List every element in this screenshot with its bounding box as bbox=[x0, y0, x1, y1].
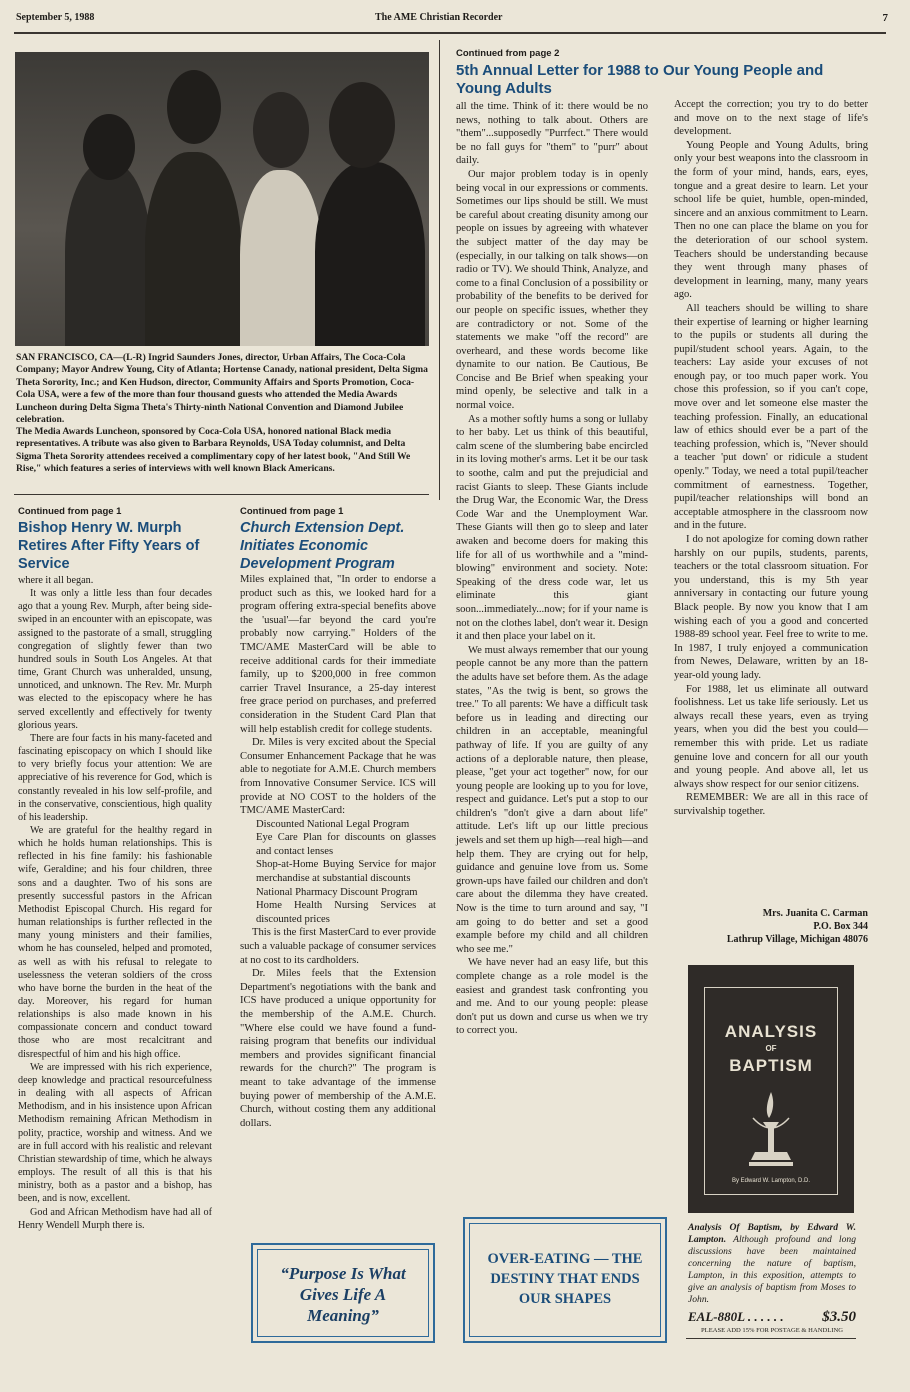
convention-photo bbox=[15, 52, 429, 346]
paragraph: We must always remember that our young people cannot be any more than the pattern the adults have set before them. As the adage states, "As the twig is bent, so grows the tree." To all parents: We have a difficult task before us in leading and directing our children in an acceptable, meaningful pathway of life. If you are guilty of any actions of a deplorable nature, then please, please, "get your act together" now, for our young people are looking up to you for love, respect and guidance. Let's put a stop to our children's "don't give a darn about life" attitude. Let's lift up our little precious jewels and set them up high—real high—and help them. They are crying out for help, guidance and genuine love from us. Some grown-ups have failed our children and don't care about the dilemma they have created. Now is the time to turn around and say, "I am going to do better and set a good example before my child and all children who see me." bbox=[456, 644, 648, 955]
paragraph: We are impressed with his rich experience, deep knowledge and practical resourcefulness in dealing with all aspects of African Methodism, and in his insistence upon African Methodism remaining African Methodism in polity, practice, worship and witness. And we are in full accord with his realistic and relevant Christian stewardship of time, which he always employs. The result of all this is that his ministry, both as a pastor and a bishop, has been, and is now, excellent. bbox=[18, 1061, 212, 1205]
book-desc-title: Analysis Of Baptism, by Edward W. Lampton. bbox=[688, 1222, 856, 1245]
paragraph: where it all began. bbox=[18, 575, 94, 586]
column-rule bbox=[439, 40, 440, 500]
issue-date: September 5, 1988 bbox=[16, 12, 95, 23]
letter-column-1 bbox=[456, 100, 648, 1038]
paragraph: Dr. Miles feels that the Extension Department's negotiations with the bank and ICS have produced a unique opportunity for the membership of the A.M.E. Church. "Where else could we have found a fund-raising program that benefits our individual members and provides significant financial rewards for the church?" The program is meant to take advantage of the immense buying power of membership of the A.M.E. Church, without costing them any additional dollars. bbox=[240, 968, 436, 1129]
murph-headline: Bishop Henry W. Murph Retires After Fifty Years of Service bbox=[18, 520, 200, 572]
figure-4 bbox=[315, 162, 425, 346]
publication-name: The AME Christian Recorder bbox=[375, 12, 503, 23]
shipping-note: PLEASE ADD 15% FOR POSTAGE & HANDLING bbox=[701, 1327, 843, 1334]
church-kicker: Continued from page 1 bbox=[240, 506, 344, 517]
book-code: EAL-880L bbox=[688, 1309, 745, 1324]
paragraph: We have never had an easy life, but this complete change as a role model is the easiest and grandest task confronting you and me. And to our young people: please don't put us down and curse us when we try to correct you. bbox=[456, 957, 648, 1037]
paragraph: Our major problem today is in openly being vocal in our expressions or comments. Sometimes our lips should be still. We must be careful about creating disunity among our people on issues by agreeing with whatever the subject matter of the day may be (especially, in our talking on talk shows—on radio or TV). We should Think, Analyze, and come to a final Conclusion of a possibility or probability of the benefits to be derived for our people on specific issues, whether they are contradictory or not. Some of the statements we make "off the record" are overheard, and these words become like dynamite to our nation. Be Cautious, Be Concise and Be Brief when speaking your mind openly, be selective and talk in a normal voice. bbox=[456, 168, 648, 412]
overeating-text: OVER-EATING — THE DESTINY THAT ENDS OUR SHAPES bbox=[487, 1251, 643, 1307]
paragraph: Shop-at-Home Buying Service for major merchandise at substantial discounts bbox=[256, 859, 436, 885]
purpose-quote: “Purpose Is What Gives Life A Meaning” bbox=[280, 1264, 406, 1325]
photo-caption: SAN FRANCISCO, CA—(L-R) Ingrid Saunders Jones, director, Urban Affairs, The Coca-Cola Company; Mayor Andrew Young, City of Atlanta; Hortense Canady, national president, Delta Sigma Theta Sorority, Inc.; and Ken Hudson, director, Community Affairs and Sports Promotion, Coca-Cola USA, were a few of the more than four thousand guests who attended the Media Awards Luncheon during Delta Sigma Theta's Thirty-ninth National Convention and Diamond Jubilee celebration. bbox=[16, 352, 428, 426]
paragraph: Home Health Nursing Services at discounted prices bbox=[256, 900, 436, 925]
paragraph: As a mother softly hums a song or lullaby to her baby. Let us think of this beautiful, calm scene of the slumbering babe encircled in its loving mother's arms. Let it be our task to soothe, calm and put the prejudicial and racist Giants to sleep. These Giants include the Drug War, the Economic War, the Dress Code War and the Unemployment War. These Giants will then go to sleep and later awaken and become doers for making this life for all of us worthwhile and a "mind-blowing" environment and society. Note: Speaking of the dress code war, let us eliminate this giant soon...immediately...now; for if your name is not on the clothes label, don't wear it. Design it and then place your label on it. bbox=[456, 413, 648, 643]
paragraph: There are four facts in his many-faceted and fascinating episcopacy on which I should like to very briefly focus your attention: We are appreciative of his reverence for God, which is constantly revealed in his low self-profile, and in the conservative, conscientious, high quality of his leadership. bbox=[18, 732, 212, 823]
paragraph: Eye Care Plan for discounts on glasses and contact lenses bbox=[256, 832, 436, 857]
paragraph: REMEMBER: We are all in this race of survivalship together. bbox=[674, 792, 868, 817]
book-cover bbox=[688, 965, 854, 1213]
ad-rule bbox=[686, 1338, 856, 1339]
church-column bbox=[240, 573, 436, 1130]
book-author: By Edward W. Lampton, D.D. bbox=[731, 1178, 811, 1184]
murph-column bbox=[18, 574, 212, 1232]
paragraph: I do not apologize for coming down rather harshly on our pupils, students, parents, teachers or the total classroom situation. For you understand, this is my 5th year anniversary in contacting our future young Black people. By now you know that I am wishing each of you a good and concerted 1988-89 school year. Feel free to write to me. In 1987, I truly enjoyed a communication from Newes, Delaware, written by an 18-year-old young lady. bbox=[674, 534, 868, 681]
paragraph: For 1988, let us eliminate all outward foolishness. Let us take life seriously. Let us always recall these years, even as trying years, when you did the best you could—remember this with pride. Let us radiate genuine love and concern for all our youth and young people. And above all, let us always show respect for our senior citizens. bbox=[674, 683, 868, 790]
figure-2 bbox=[145, 152, 241, 346]
book-price: $3.50 bbox=[822, 1309, 856, 1325]
book-price-line: EAL-880L . . . . . . $3.50 bbox=[688, 1309, 856, 1325]
paragraph: Discounted National Legal Program bbox=[256, 818, 410, 830]
church-headline: Church Extension Dept. Initiates Economic Development Program bbox=[240, 520, 405, 572]
paragraph: God and African Methodism have had all of Henry Wendell Murph there is. bbox=[18, 1206, 212, 1231]
header-rule bbox=[14, 32, 886, 34]
purpose-quote-box bbox=[251, 1243, 435, 1343]
paragraph: All teachers should be willing to share their expertise of learning or higher learning to the pupils or students all during the pupil/student school years. Again, to the teachers: Lay aside your excuses of not enough pay, or too much paper work. You chose this profession, so if you can't cope, move over and let someone else master the teaching profession. Finally, an educational law of ethics should ever be a part of the teaching profession, which is, "Never should a teacher 'put down' or ridicule a student openly." Today, we need a total pupil/teacher commitment of earnestness. Together, pupil/teacher relationships will bond an acceptable atmosphere in the classroom now and in the future. bbox=[674, 302, 868, 532]
book-description bbox=[688, 1222, 856, 1306]
book-title-line-1: ANALYSIS bbox=[724, 1022, 818, 1041]
paragraph: all the time. Think of it: there would be no news, nothing to talk about. Others are "them"...supposedly "Purrfect." There would be no fall guys for "them" to "purr" about daily. bbox=[456, 101, 648, 167]
paragraph: Accept the correction; you try to do better and move on to the next stage of life's development. bbox=[674, 99, 868, 138]
paragraph: Miles explained that, "In order to endorse a product such as this, we looked hard for a program offering extra-special benefits above the 'usual'—far beyond the card you're probably now carrying." Holders of the TMC/AME MasterCard will be able to receive additional cards for their immediate family, up to $200,000 in free common carrier Travel Insurance, a 25-day interest free grace period on purchases, and preferred consideration in the Student Card Plan that will help establish credit for college students. bbox=[240, 574, 436, 735]
paragraph: Young People and Young Adults, bring only your best weapons into the classroom in the form of your mind, hands, ears, eyes, tongue and a great desire to learn. Let your school life be quiet, humble, open-minded, sincere and an anxious commitment to Learn. Then no one can place the blame on you for the deterioration of our school system. Teachers should be understanding because they went through many phases of development in learning, many, many years ago. bbox=[674, 139, 868, 301]
murph-kicker: Continued from page 1 bbox=[18, 506, 122, 517]
letter-kicker: Continued from page 2 bbox=[456, 48, 560, 59]
baptism-font-icon bbox=[745, 1088, 797, 1172]
figure-1 bbox=[65, 162, 151, 346]
book-title-of: OF bbox=[765, 1044, 777, 1053]
photo-caption-2: The Media Awards Luncheon, sponsored by Coca-Cola USA, honored national Black media representatives. A tribute was also given to Barbara Reynolds, USA Today columnist, and Delta Sigma Theta Sorority attendees received a complimentary copy of her latest book, "And Still We Rise," which features a series of interviews with well known Black Americans. bbox=[16, 426, 411, 475]
page-number: 7 bbox=[882, 12, 888, 24]
letter-column-2 bbox=[674, 98, 868, 818]
page-header bbox=[0, 0, 910, 34]
overeating-box bbox=[463, 1217, 667, 1343]
paragraph: This is the first MasterCard to ever provide such a valuable package of consumer services at no cost to its cardholders. bbox=[240, 927, 436, 966]
letter-signature: Mrs. Juanita C. Carman P.O. Box 344 Lathrup Village, Michigan 48076 bbox=[726, 908, 868, 945]
book-title-line-2: BAPTISM bbox=[729, 1056, 813, 1075]
paragraph: Dr. Miles is very excited about the Special Consumer Enhancement Package that he was able to negotiate for A.M.E. Church members from Innovative Consumer Service. ICS will provide at NO COST to the holders of the TMC/AME MasterCard: bbox=[240, 737, 436, 817]
book-desc-body: Although profound and long discussions have been maintained concerning the nature of baptism, Lampton, in this exposition, attempts to give an analysis of baptism from Moses to John. bbox=[688, 1234, 856, 1305]
caption-rule bbox=[14, 494, 429, 495]
paragraph: We are grateful for the healthy regard in which he holds human relationships. This is reflected in his fine family: his fashionable wife, Geraldine; and his four children, three sons and a daughter. Two of his sons are presently successful pastors in the African Methodist Episcopal Church. His regard for human relationships is further reflected in the many young ministers and their families, whom he has counseled, helped and promoted, as well as with his refusal to relegate to uselessness the veteran soldiers of the cross who have borne the burden in the heat of the day. Moreover, his regard for human relationships is also made known in his compassionate concern and conduct toward those who are most recalcitrant and disrespectful of him and his high office. bbox=[18, 824, 212, 1060]
letter-headline: 5th Annual Letter for 1988 to Our Young People and Young Adults bbox=[456, 62, 824, 97]
figure-3 bbox=[240, 170, 322, 346]
paragraph: National Pharmacy Discount Program bbox=[256, 886, 418, 898]
paragraph: It was only a little less than four decades ago that a young Rev. Murph, after being side-swiped in an encounter with an episcopate, was assigned to the pastorate of a small, struggling congregation of slightly fewer than two hundred souls in South Los Angeles. At that time, Grant Church was unheralded, unsung, unnoticed, and unknown. The Rev. Mr. Murph was elected to the episcopacy where he has served excellently and effectively for twenty glorious years. bbox=[18, 588, 212, 731]
